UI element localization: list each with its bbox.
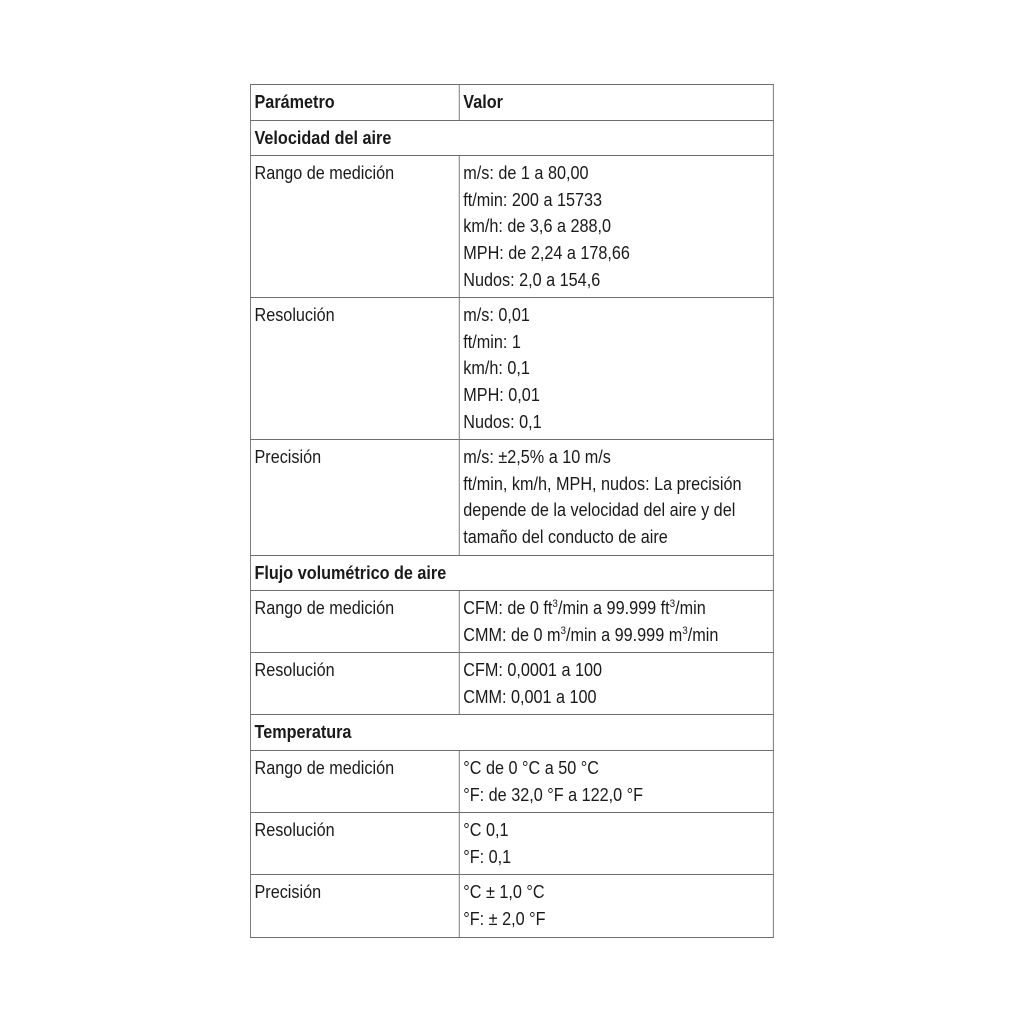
value-line: °F: 0,1 bbox=[463, 846, 512, 867]
section-title: Temperatura bbox=[250, 715, 773, 751]
value-line: Nudos: 2,0 a 154,6 bbox=[463, 269, 601, 290]
param-label: Resolución bbox=[250, 298, 459, 440]
param-label: Rango de medición bbox=[250, 156, 459, 298]
param-label: Precisión bbox=[250, 440, 459, 555]
section-row-air-velocity bbox=[250, 120, 773, 156]
param-label: Precisión bbox=[250, 875, 459, 937]
value-line: °C de 0 °C a 50 °C bbox=[463, 758, 599, 779]
value-line: km/h: de 3,6 a 288,0 bbox=[463, 216, 611, 237]
value-line: ft/min: 1 bbox=[463, 331, 521, 352]
value-line: °F: ± 2,0 °F bbox=[463, 909, 546, 930]
value-line: °F: de 32,0 °F a 122,0 °F bbox=[463, 784, 644, 805]
value-line: MPH: 0,01 bbox=[463, 384, 540, 405]
value-line: CMM: 0,001 a 100 bbox=[463, 686, 597, 707]
value-line: m/s: 0,01 bbox=[463, 305, 530, 326]
section-title: Flujo volumétrico de aire bbox=[250, 555, 773, 591]
value-cell bbox=[459, 751, 773, 813]
table-row bbox=[250, 591, 773, 653]
value-line: km/h: 0,1 bbox=[463, 358, 530, 379]
param-label: Resolución bbox=[250, 653, 459, 715]
value-line: Nudos: 0,1 bbox=[463, 411, 542, 432]
table-row bbox=[250, 156, 773, 298]
value-line: °C ± 1,0 °C bbox=[463, 882, 545, 903]
value-cell bbox=[459, 875, 773, 937]
value-line: CFM: 0,0001 a 100 bbox=[463, 660, 602, 681]
param-label: Rango de medición bbox=[250, 591, 459, 653]
value-line: m/s: ±2,5% a 10 m/s bbox=[463, 447, 611, 468]
table-row bbox=[250, 751, 773, 813]
value-paragraph: ft/min, km/h, MPH, nudos: La precisión depende de la velocidad del aire y del tamaño del conducto de aire bbox=[463, 473, 742, 547]
table-row bbox=[250, 813, 773, 875]
value-cell bbox=[459, 813, 773, 875]
value-line-cfm: CFM: de 0 $ft^3/\min$ a 99.999 $ft^3/\min$ bbox=[463, 598, 706, 619]
value-cell bbox=[459, 298, 773, 440]
header-row bbox=[250, 85, 773, 121]
section-row-air-flow bbox=[250, 555, 773, 591]
value-line: °C 0,1 bbox=[463, 820, 509, 841]
value-line: MPH: de 2,24 a 178,66 bbox=[463, 242, 630, 263]
value-cell bbox=[459, 440, 773, 555]
section-row-temperature bbox=[250, 715, 773, 751]
table-row bbox=[250, 653, 773, 715]
value-cell bbox=[459, 156, 773, 298]
value-line-cmm: CMM: de 0 $m^3/\min$ a 99.999 $m^3/\min$ bbox=[463, 624, 719, 645]
specifications-table bbox=[250, 84, 774, 938]
value-cell bbox=[459, 653, 773, 715]
param-label: Resolución bbox=[250, 813, 459, 875]
param-label: Rango de medición bbox=[250, 751, 459, 813]
table-row bbox=[250, 298, 773, 440]
table-row bbox=[250, 875, 773, 937]
value-cell bbox=[459, 591, 773, 653]
value-line: ft/min: 200 a 15733 bbox=[463, 189, 602, 210]
section-title: Velocidad del aire bbox=[250, 120, 773, 156]
value-line: m/s: de 1 a 80,00 bbox=[463, 163, 589, 184]
header-value: Valor bbox=[459, 85, 773, 121]
header-param: Parámetro bbox=[250, 85, 459, 121]
table-row bbox=[250, 440, 773, 555]
